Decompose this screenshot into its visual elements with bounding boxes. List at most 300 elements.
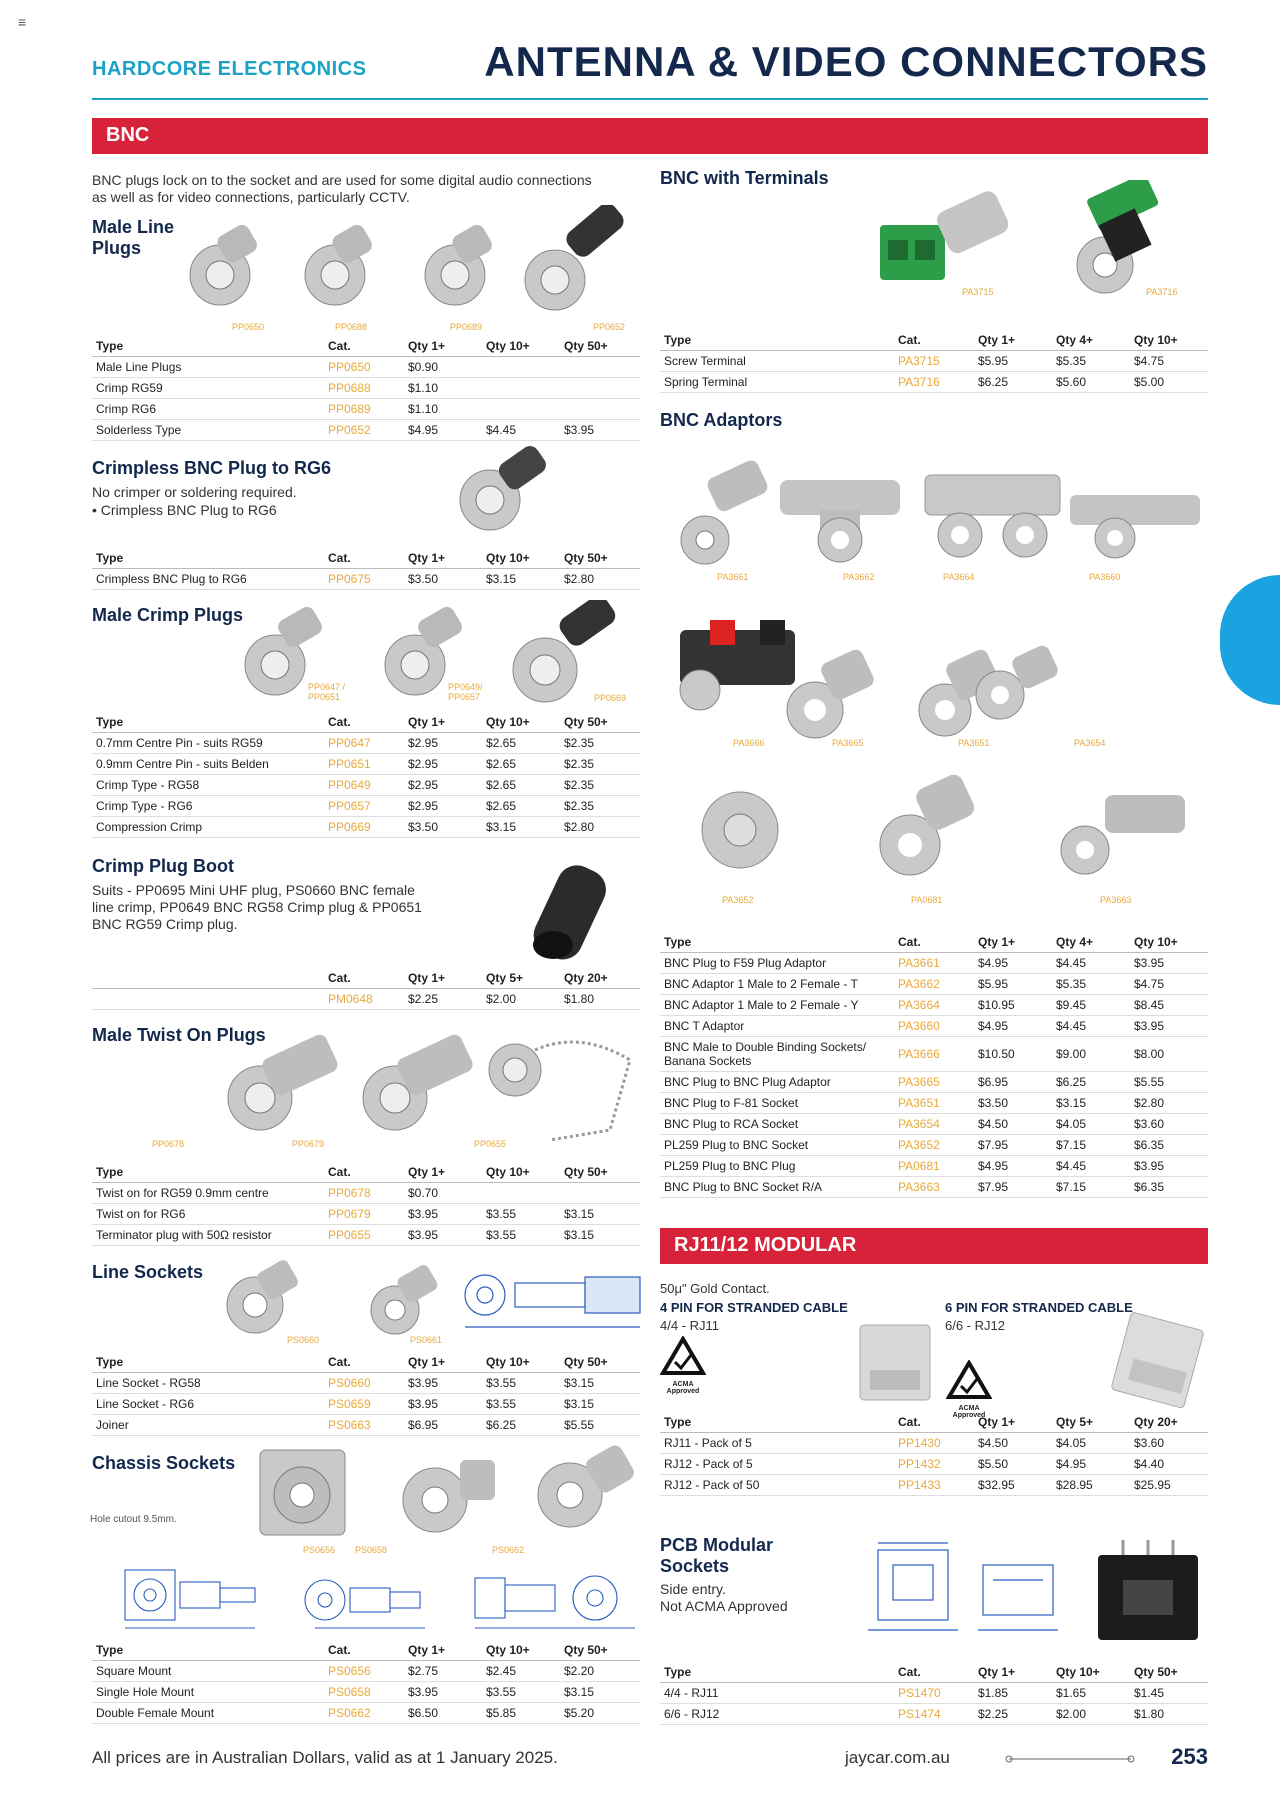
caption: PP0669 (594, 693, 627, 703)
cat-code-cell: PA3661 (894, 953, 974, 974)
rca-socket-icon (976, 643, 1060, 719)
twist-heading: Male Twist On Plugs (92, 1025, 266, 1045)
caption: PA0681 (911, 895, 943, 905)
adaptors-table (660, 932, 1208, 1198)
chassis-note: Hole cutout 9.5mm. (90, 1514, 177, 1525)
column-header: Cat. (324, 548, 404, 569)
table-cell: $3.55 (482, 1204, 560, 1225)
column-header: Qty 1+ (974, 1412, 1052, 1433)
caption: PP0650 (232, 322, 265, 332)
table-cell: $4.95 (404, 420, 482, 441)
cat-code-cell: PS1470 (894, 1683, 974, 1704)
table-cell: $7.95 (974, 1135, 1052, 1156)
table-cell: Joiner (92, 1415, 324, 1436)
rj12-plug-icon (1111, 1312, 1204, 1409)
table-cell: BNC Plug to BNC Plug Adaptor (660, 1072, 894, 1093)
table-header-row (92, 968, 640, 989)
caption: PS0661 (410, 1335, 443, 1345)
spring-terminal-icon (1077, 180, 1160, 293)
page-title: ANTENNA & VIDEO CONNECTORS (484, 38, 1208, 85)
bnc-plug-icon (525, 205, 628, 310)
terminals-table (660, 330, 1208, 393)
table-cell: $4.95 (1052, 1454, 1130, 1475)
table-cell (482, 357, 560, 378)
table-cell: $4.95 (974, 1016, 1052, 1037)
table-cell: Compression Crimp (92, 817, 324, 838)
pcb-socket-photo-icon (1098, 1540, 1198, 1640)
column-header: Qty 10+ (482, 336, 560, 357)
column-header: Qty 10+ (1130, 330, 1208, 351)
column-header: Qty 10+ (482, 1640, 560, 1661)
cat-code-cell: PP0650 (324, 357, 404, 378)
pcb-socket-image (858, 1535, 1210, 1645)
cat-code-cell: PP0657 (324, 796, 404, 817)
chassis-sockets-image (240, 1440, 645, 1545)
table-cell: PL259 Plug to BNC Plug (660, 1156, 894, 1177)
cat-code-cell: PS1474 (894, 1704, 974, 1725)
screw-terminal-icon (880, 188, 1012, 280)
rj11-plug-icon (860, 1325, 930, 1400)
table-row (660, 1135, 1208, 1156)
table-cell: $4.75 (1130, 974, 1208, 995)
table-row (92, 1373, 640, 1394)
caption: PS0658 (355, 1545, 388, 1555)
footer-rule (1005, 1753, 1135, 1765)
column-header: Type (92, 336, 324, 357)
table-cell: $2.80 (560, 817, 640, 838)
table-cell: $3.15 (482, 569, 560, 590)
column-header: Type (660, 1412, 894, 1433)
f59-adaptor-icon (681, 458, 770, 564)
cat-code-cell: PP0655 (324, 1225, 404, 1246)
four-pin-sub: 4/4 - RJ11 (660, 1318, 720, 1333)
cat-code-cell: PA3663 (894, 1177, 974, 1198)
table-cell (92, 989, 324, 1010)
column-header: Qty 10+ (482, 548, 560, 569)
acma-label: ACMA Approved (666, 1381, 700, 1395)
column-header: Qty 5+ (1052, 1412, 1130, 1433)
table-cell: $6.95 (974, 1072, 1052, 1093)
table-cell: $6.25 (1052, 1072, 1130, 1093)
caption: PS0662 (492, 1545, 525, 1555)
rj-plugs-image (855, 1310, 1205, 1410)
column-header: Qty 50+ (560, 1640, 640, 1661)
table-row (660, 1433, 1208, 1454)
table-cell: $3.55 (482, 1682, 560, 1703)
table-cell: $1.80 (1130, 1704, 1208, 1725)
column-header: Qty 10+ (482, 1352, 560, 1373)
table-row (92, 357, 640, 378)
table-cell: $3.55 (482, 1225, 560, 1246)
section-tab[interactable] (1220, 575, 1280, 705)
column-header: Type (92, 1352, 324, 1373)
cat-code-cell: PA3651 (894, 1093, 974, 1114)
table-row (660, 1016, 1208, 1037)
double-female-mount-icon (538, 1443, 637, 1527)
column-header: Qty 4+ (1052, 330, 1130, 351)
table-cell: Twist on for RG6 (92, 1204, 324, 1225)
caption: PP0679 (292, 1139, 325, 1149)
column-header: Qty 50+ (560, 1352, 640, 1373)
column-header: Type (92, 548, 324, 569)
column-header: Cat. (324, 1352, 404, 1373)
bnc-t-icon (1070, 495, 1200, 558)
table-cell: $4.45 (1052, 1156, 1130, 1177)
menu-icon[interactable]: ≡ (18, 14, 27, 30)
table-cell: $2.80 (560, 569, 640, 590)
table-cell: $3.15 (1052, 1093, 1130, 1114)
line-sockets-image (215, 1255, 645, 1340)
column-header: Qty 1+ (974, 932, 1052, 953)
column-header: Qty 10+ (482, 1162, 560, 1183)
table-cell: $6.95 (404, 1415, 482, 1436)
table-cell: Line Socket - RG58 (92, 1373, 324, 1394)
caption: PS0660 (287, 1335, 320, 1345)
table-row (92, 1225, 640, 1246)
right-angle-adaptor-icon (1061, 795, 1185, 874)
pl259-plug-icon (880, 771, 977, 875)
table-row (660, 351, 1208, 372)
table-cell: $2.95 (404, 733, 482, 754)
column-header: Qty 1+ (404, 968, 482, 989)
six-pin-heading: 6 PIN FOR STRANDED CABLE (945, 1300, 1133, 1315)
table-cell: Terminator plug with 50Ω resistor (92, 1225, 324, 1246)
table-row (92, 569, 640, 590)
table-cell: $3.15 (560, 1394, 640, 1415)
bnc-banner: BNC (92, 118, 1208, 154)
cat-code-cell: PS0659 (324, 1394, 404, 1415)
table-row (660, 372, 1208, 393)
table-cell: $3.15 (560, 1204, 640, 1225)
cat-code-cell: PA3652 (894, 1135, 974, 1156)
chassis-dimension-drawings (95, 1560, 645, 1635)
table-cell: $3.95 (404, 1394, 482, 1415)
table-row (660, 1475, 1208, 1496)
terminals-heading: BNC with Terminals (660, 168, 829, 188)
table-cell: $4.45 (1052, 1016, 1130, 1037)
table-cell: 6/6 - RJ12 (660, 1704, 894, 1725)
crimpless-heading: Crimpless BNC Plug to RG6 (92, 458, 332, 478)
table-cell: $1.85 (974, 1683, 1052, 1704)
column-header: Cat. (894, 1662, 974, 1683)
table-cell: RJ12 - Pack of 5 (660, 1454, 894, 1475)
male-line-table (92, 336, 640, 441)
table-cell: $1.10 (404, 399, 482, 420)
table-cell: $3.50 (404, 817, 482, 838)
column-header: Qty 1+ (404, 548, 482, 569)
crimpless-desc: No crimper or soldering required. (92, 484, 297, 500)
table-cell: $5.35 (1052, 974, 1130, 995)
cat-code-cell: PA3716 (894, 372, 974, 393)
column-header: Type (660, 1662, 894, 1683)
table-cell: BNC Adaptor 1 Male to 2 Female - T (660, 974, 894, 995)
male-line-heading: Male Line Plugs (92, 217, 175, 258)
rj-table (660, 1412, 1208, 1496)
table-cell (560, 399, 640, 420)
table-cell: Square Mount (92, 1661, 324, 1682)
caption: PA3716 (1146, 287, 1178, 297)
table-cell: $7.15 (1052, 1177, 1130, 1198)
table-cell: $10.95 (974, 995, 1052, 1016)
table-cell: $7.95 (974, 1177, 1052, 1198)
table-cell: $2.65 (482, 796, 560, 817)
table-cell: $3.95 (404, 1225, 482, 1246)
table-cell: $3.15 (482, 817, 560, 838)
table-cell: $0.90 (404, 357, 482, 378)
table-cell: $2.35 (560, 775, 640, 796)
bnc-plug-icon (190, 222, 260, 305)
table-cell: $3.15 (560, 1373, 640, 1394)
cat-code-cell: PP0675 (324, 569, 404, 590)
column-header: Type (92, 1162, 324, 1183)
column-header: Cat. (894, 932, 974, 953)
table-header-row (92, 548, 640, 569)
pcb-desc-1: Side entry. (660, 1581, 726, 1597)
column-header: Qty 10+ (1130, 932, 1208, 953)
table-cell: $7.15 (1052, 1135, 1130, 1156)
table-header-row (92, 712, 640, 733)
caption: PA3654 (1074, 738, 1106, 748)
table-cell: $0.70 (404, 1183, 482, 1204)
table-cell: $2.95 (404, 754, 482, 775)
table-cell: $3.95 (404, 1682, 482, 1703)
table-cell: $6.25 (974, 372, 1052, 393)
table-cell: BNC T Adaptor (660, 1016, 894, 1037)
table-cell: RJ12 - Pack of 50 (660, 1475, 894, 1496)
table-cell: $3.60 (1130, 1433, 1208, 1454)
table-cell: Crimpless BNC Plug to RG6 (92, 569, 324, 590)
table-cell: Solderless Type (92, 420, 324, 441)
column-header: Cat. (324, 336, 404, 357)
bnc-plug-icon (363, 1032, 475, 1130)
single-hole-mount-icon (403, 1460, 495, 1532)
bnc-intro: BNC plugs lock on to the socket and are used for some digital audio connections as well as for video connections, particularly CCTV. (92, 172, 592, 205)
table-cell: 0.7mm Centre Pin - suits RG59 (92, 733, 324, 754)
footer-site[interactable]: jaycar.com.au (845, 1748, 950, 1767)
table-cell: $5.95 (974, 974, 1052, 995)
caption: PA3661 (717, 572, 749, 582)
twist-table (92, 1162, 640, 1246)
table-cell: $2.25 (974, 1704, 1052, 1725)
table-cell: $2.65 (482, 733, 560, 754)
column-header: Qty 4+ (1052, 932, 1130, 953)
column-header: Qty 50+ (560, 548, 640, 569)
table-cell: Crimp RG6 (92, 399, 324, 420)
binding-post-adaptor-icon (680, 620, 795, 710)
table-cell: $4.40 (1130, 1454, 1208, 1475)
table-header-row (660, 1662, 1208, 1683)
table-header-row (92, 1162, 640, 1183)
table-row (660, 1177, 1208, 1198)
table-cell: Double Female Mount (92, 1703, 324, 1724)
table-cell: $4.95 (974, 1156, 1052, 1177)
table-row (92, 817, 640, 838)
column-header: Type (92, 712, 324, 733)
column-header: Cat. (894, 330, 974, 351)
table-cell: $2.20 (560, 1661, 640, 1682)
cat-code-cell: PP0651 (324, 754, 404, 775)
table-cell: $2.00 (482, 989, 560, 1010)
table-cell: $4.45 (482, 420, 560, 441)
plug-plug-adaptor-icon (787, 647, 876, 738)
table-cell: $2.95 (404, 775, 482, 796)
line-sockets-table (92, 1352, 640, 1436)
table-cell: Crimp RG59 (92, 378, 324, 399)
caption: PP0689 (450, 322, 483, 332)
table-cell: $5.55 (560, 1415, 640, 1436)
square-mount-icon (260, 1450, 345, 1535)
table-cell: $1.80 (560, 989, 640, 1010)
cat-code-cell: PP0669 (324, 817, 404, 838)
table-row (660, 1072, 1208, 1093)
caption: PA3652 (722, 895, 754, 905)
bnc-plug-icon (228, 1032, 340, 1130)
table-cell: BNC Plug to RCA Socket (660, 1114, 894, 1135)
adaptors-heading: BNC Adaptors (660, 410, 783, 430)
bnc-joiner-icon (371, 1263, 440, 1334)
cat-code-cell: PP0688 (324, 378, 404, 399)
table-row (92, 420, 640, 441)
table-cell: BNC Plug to F59 Plug Adaptor (660, 953, 894, 974)
table-header-row (92, 1640, 640, 1661)
table-row (660, 1683, 1208, 1704)
caption: PP0655 (474, 1139, 507, 1149)
table-cell: $6.35 (1130, 1135, 1208, 1156)
crimpless-table (92, 548, 640, 590)
table-cell: $9.45 (1052, 995, 1130, 1016)
table-row (660, 1037, 1208, 1072)
column-header: Qty 1+ (404, 712, 482, 733)
table-cell: $3.15 (560, 1682, 640, 1703)
table-row (92, 796, 640, 817)
table-cell: $3.55 (482, 1373, 560, 1394)
column-header: Qty 1+ (404, 1640, 482, 1661)
acma-approved-icon (660, 1336, 706, 1395)
column-header: Qty 1+ (404, 1352, 482, 1373)
table-row (660, 1114, 1208, 1135)
table-cell: $3.60 (1130, 1114, 1208, 1135)
table-row (92, 1682, 640, 1703)
table-row (92, 1183, 640, 1204)
table-cell (560, 378, 640, 399)
column-header: Qty 1+ (974, 1662, 1052, 1683)
table-cell: $32.95 (974, 1475, 1052, 1496)
table-cell: Male Line Plugs (92, 357, 324, 378)
table-cell: $5.00 (1130, 372, 1208, 393)
column-header: Qty 10+ (1052, 1662, 1130, 1683)
table-cell: $5.95 (974, 351, 1052, 372)
table-cell: $5.85 (482, 1703, 560, 1724)
caption: PA3662 (843, 572, 875, 582)
four-pin-heading: 4 PIN FOR STRANDED CABLE (660, 1300, 848, 1315)
table-cell: BNC Plug to BNC Socket R/A (660, 1177, 894, 1198)
table-cell (482, 1183, 560, 1204)
table-row (660, 974, 1208, 995)
table-cell: $5.60 (1052, 372, 1130, 393)
cat-code-cell: PP1430 (894, 1433, 974, 1454)
table-cell: $2.45 (482, 1661, 560, 1682)
table-cell: $25.95 (1130, 1475, 1208, 1496)
table-cell: $3.15 (560, 1225, 640, 1246)
cat-code-cell: PP0689 (324, 399, 404, 420)
caption: PA3666 (733, 738, 765, 748)
table-cell: $4.45 (1052, 953, 1130, 974)
male-line-plugs-image (165, 205, 645, 330)
table-cell: $3.95 (560, 420, 640, 441)
table-cell: $2.35 (560, 733, 640, 754)
column-header: Type (660, 330, 894, 351)
caption: PP0649/ PP0657 (448, 682, 483, 702)
table-cell: $2.80 (1130, 1093, 1208, 1114)
column-header: Type (660, 932, 894, 953)
table-cell: $3.95 (404, 1373, 482, 1394)
cat-code-cell: PP0678 (324, 1183, 404, 1204)
cat-code-cell: PS0660 (324, 1373, 404, 1394)
table-cell: $3.95 (1130, 1156, 1208, 1177)
cat-code-cell: PP1432 (894, 1454, 974, 1475)
table-cell: $1.65 (1052, 1683, 1130, 1704)
chassis-table (92, 1640, 640, 1724)
line-sockets-heading: Line Sockets (92, 1262, 204, 1282)
table-cell: 4/4 - RJ11 (660, 1683, 894, 1704)
cat-code-cell: PA0681 (894, 1156, 974, 1177)
table-header-row (92, 1352, 640, 1373)
column-header: Type (92, 1640, 324, 1661)
table-row (660, 1156, 1208, 1177)
table-cell: Single Hole Mount (92, 1682, 324, 1703)
column-header: Cat. (894, 1412, 974, 1433)
caption: PP0647 / PP0651 (308, 682, 346, 702)
column-header: Cat. (324, 968, 404, 989)
table-cell: $3.55 (482, 1394, 560, 1415)
caption: PA3664 (943, 572, 975, 582)
table-row (660, 953, 1208, 974)
table-row (92, 1661, 640, 1682)
terminator-icon (489, 1042, 630, 1140)
table-cell: $3.95 (1130, 953, 1208, 974)
table-cell: $28.95 (1052, 1475, 1130, 1496)
column-header: Qty 1+ (404, 1162, 482, 1183)
table-row (660, 1704, 1208, 1725)
crimpless-bullet: • Crimpless BNC Plug to RG6 (92, 502, 277, 518)
cat-code-cell: PA3654 (894, 1114, 974, 1135)
column-header: Qty 50+ (1130, 1662, 1208, 1683)
acma-label: ACMA Approved (952, 1405, 986, 1419)
table-header-row (660, 1412, 1208, 1433)
table-cell: $5.55 (1130, 1072, 1208, 1093)
caption: PP0678 (152, 1139, 185, 1149)
table-row (660, 1454, 1208, 1475)
cat-code-cell: PP0652 (324, 420, 404, 441)
table-cell: $1.10 (404, 378, 482, 399)
crimpless-plug-image (445, 445, 565, 540)
cat-code-cell: PS0662 (324, 1703, 404, 1724)
pcb-table (660, 1662, 1208, 1725)
table-cell: $5.20 (560, 1703, 640, 1724)
table-cell: $3.95 (404, 1204, 482, 1225)
table-cell: $2.95 (404, 796, 482, 817)
gold-contact: 50μ" Gold Contact. (660, 1281, 770, 1296)
bnc-plug-icon (513, 600, 619, 702)
table-cell: BNC Plug to F-81 Socket (660, 1093, 894, 1114)
t-adaptor-icon (780, 480, 900, 562)
page-number: 253 (1171, 1744, 1208, 1769)
chassis-heading: Chassis Sockets (92, 1453, 236, 1473)
cat-code-cell: PS0663 (324, 1415, 404, 1436)
cat-code-cell: PA3666 (894, 1037, 974, 1072)
bnc-socket-icon (227, 1258, 300, 1333)
pcb-desc-2: Not ACMA Approved (660, 1598, 788, 1614)
